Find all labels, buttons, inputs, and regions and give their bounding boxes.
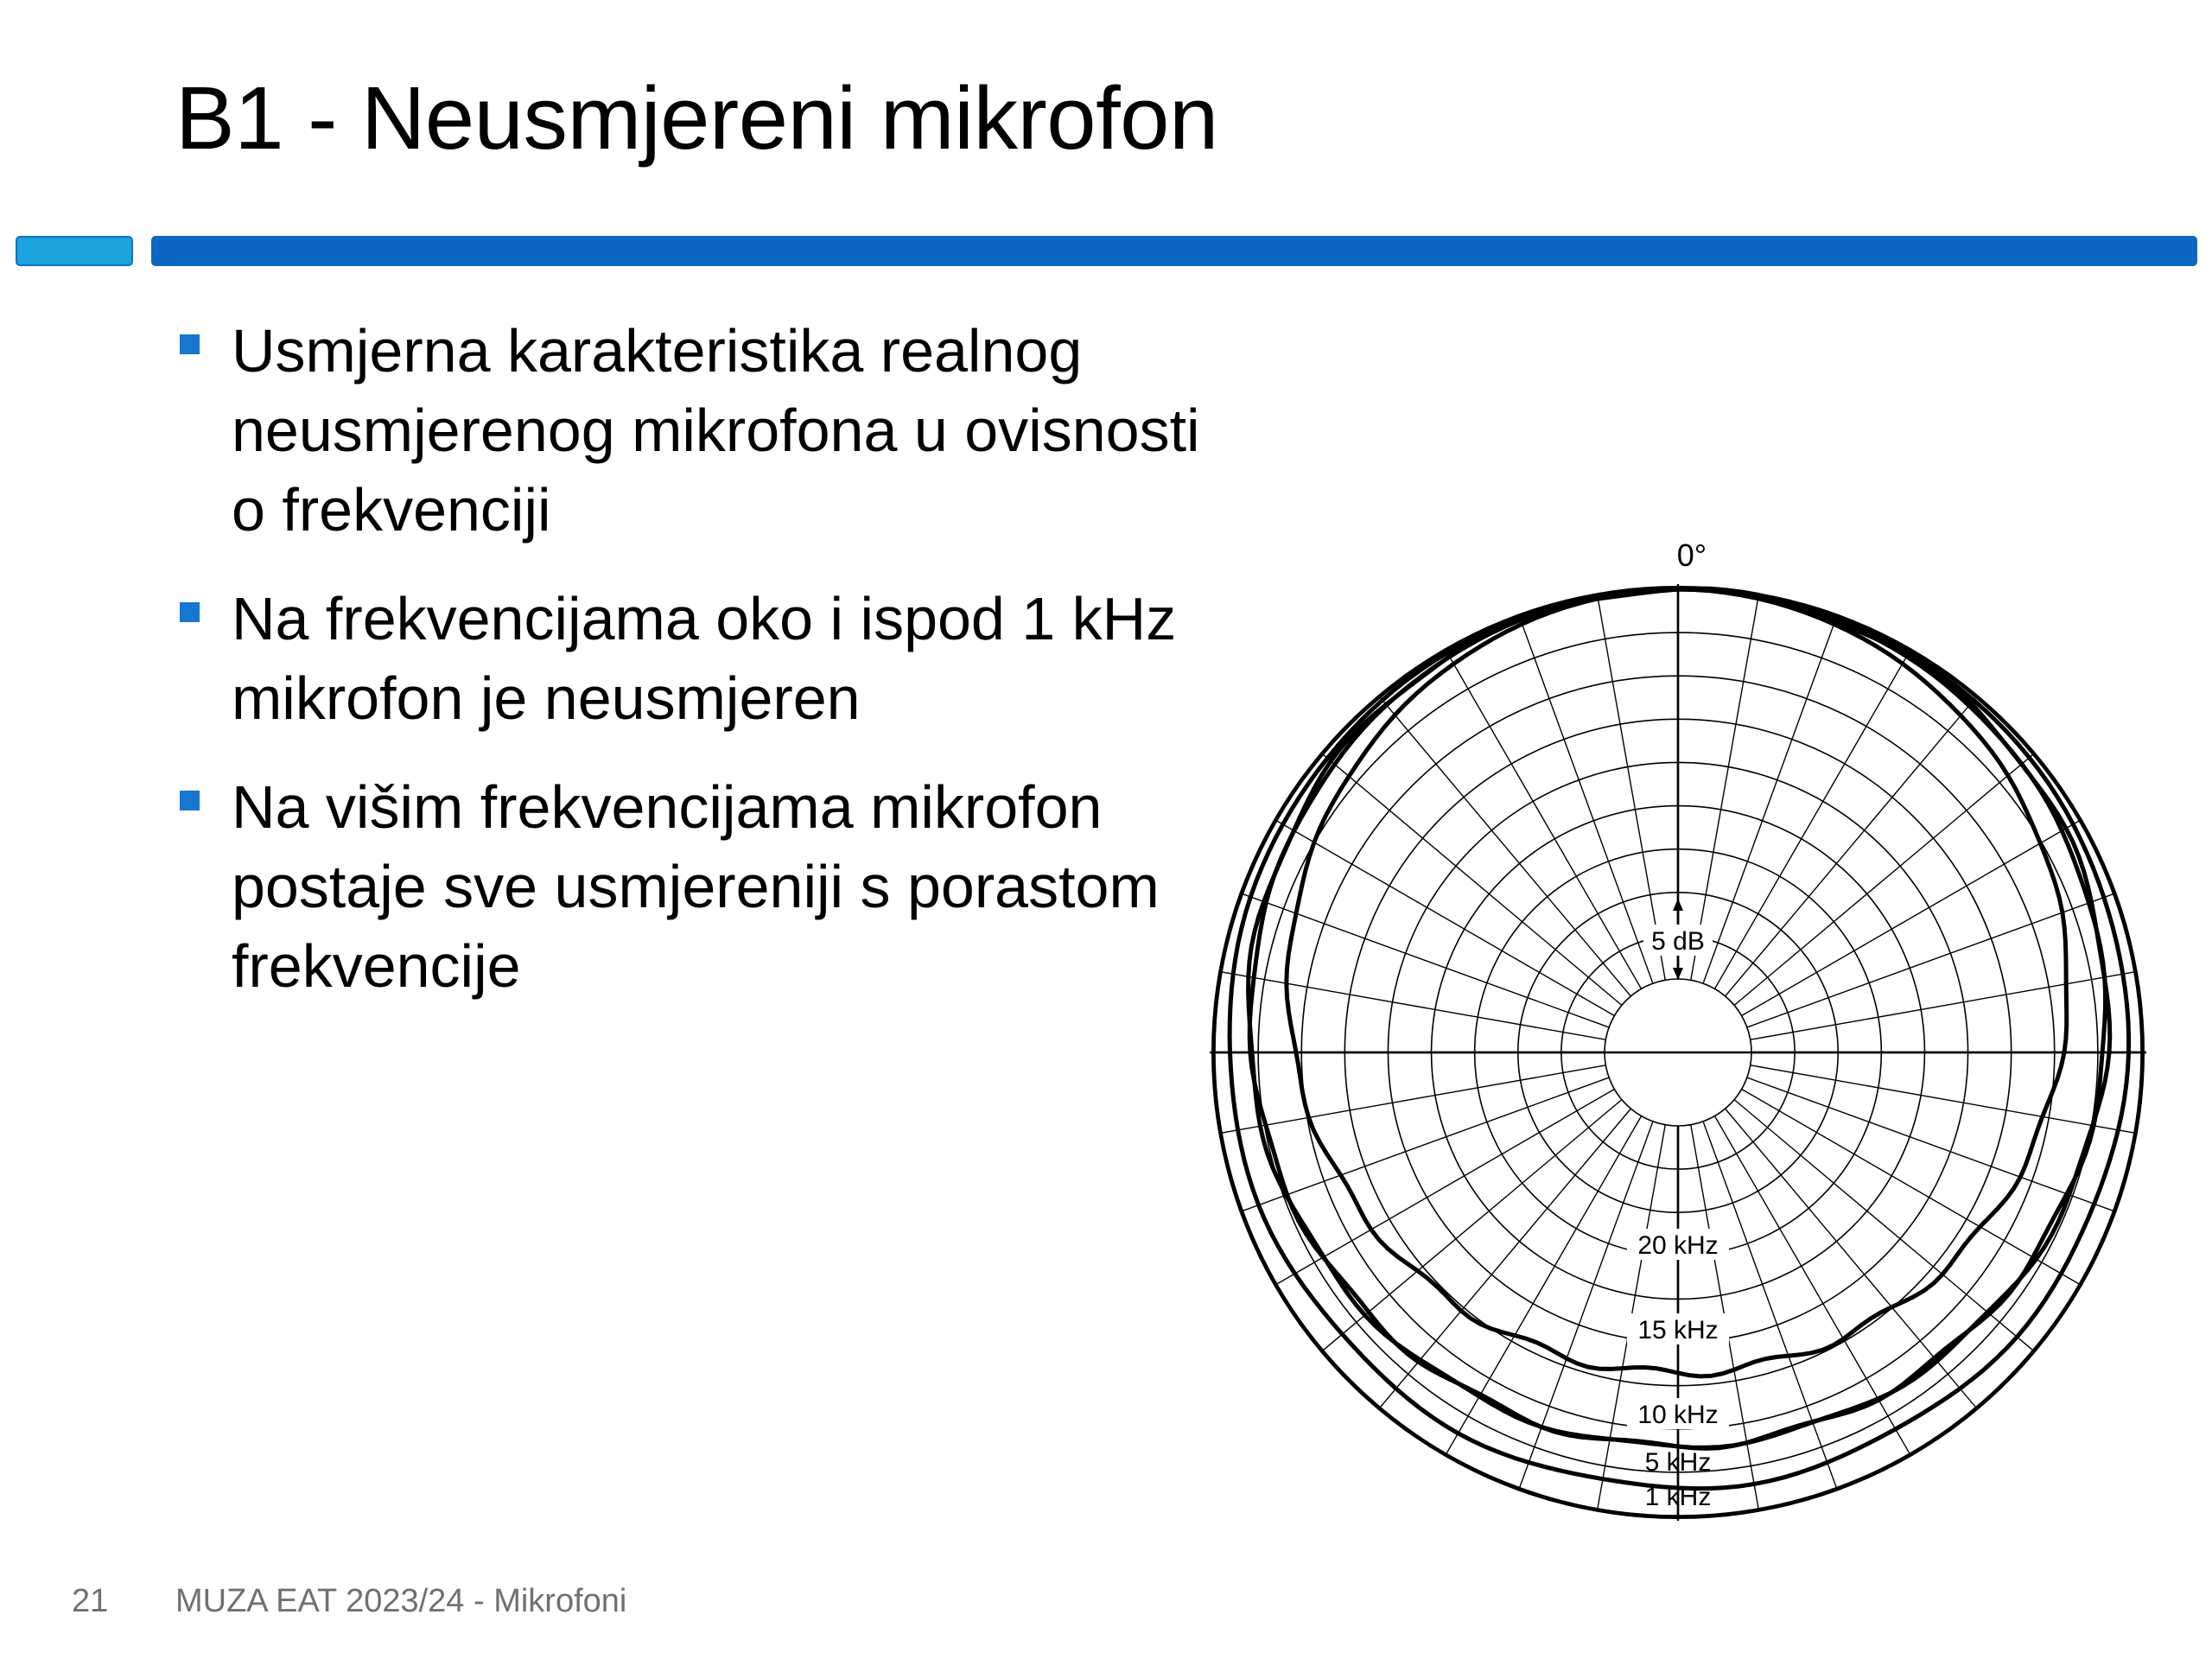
grid-spoke	[1520, 1122, 1653, 1488]
grid-spoke	[1751, 1065, 2134, 1133]
scale-label: 5 dB	[1651, 927, 1705, 956]
grid-spoke	[1715, 652, 1910, 989]
grid-spoke	[1446, 1116, 1642, 1454]
title-rule-accent	[16, 236, 133, 266]
bullet-item	[180, 579, 1234, 738]
grid-spoke	[1742, 1090, 2080, 1285]
grid-spoke	[1726, 697, 1976, 995]
grid-spoke	[1751, 972, 2134, 1039]
slide-title: B1 - Neusmjereni mikrofon	[175, 68, 1218, 168]
bullet-text: Na višim frekvencijama mikrofon postaje sve usmjereniji s porastom frekvencije	[232, 773, 1160, 1000]
grid-spoke	[1520, 617, 1653, 983]
grid-spoke	[1742, 821, 2080, 1016]
curve-label-15khz: 15 kHz	[1637, 1316, 1719, 1344]
grid-spoke	[1703, 1122, 1836, 1488]
page-number: 21	[72, 1583, 109, 1619]
bullet-text: Na frekvencijama oko i ispod 1 kHz mikrofon je neusmjeren	[232, 585, 1177, 732]
grid-spoke	[1691, 596, 1758, 980]
bullet-item	[180, 767, 1234, 1006]
curve-label-5khz: 5 kHz	[1644, 1448, 1712, 1477]
curve-label-10khz: 10 kHz	[1637, 1401, 1719, 1429]
curve-label-20khz: 20 kHz	[1637, 1231, 1719, 1260]
grid-spoke	[1734, 754, 2032, 1005]
grid-spoke	[1747, 1077, 2113, 1211]
polar-pattern-diagram	[1197, 527, 2164, 1529]
curve-label-1khz: 1 kHz	[1644, 1483, 1712, 1511]
grid-spoke	[1703, 617, 1836, 983]
bullet-list	[180, 311, 1234, 1035]
bullet-square-icon	[180, 602, 200, 622]
grid-spoke	[1380, 697, 1630, 995]
grid-spoke	[1222, 1065, 1605, 1133]
bullet-square-icon	[180, 791, 200, 810]
grid-spoke	[1222, 972, 1605, 1039]
bullet-square-icon	[180, 334, 200, 354]
bullet-text: Usmjerna karakteristika realnog neusmjerenog mikrofona u ovisnosti o frekvenciji	[232, 317, 1200, 543]
grid-spoke	[1715, 1116, 1910, 1454]
grid-spoke	[1323, 754, 1621, 1005]
bullet-item	[180, 311, 1234, 550]
grid-spoke	[1446, 652, 1642, 989]
title-rule	[151, 236, 2197, 266]
grid-spoke	[1243, 1077, 1609, 1211]
footer-text: MUZA EAT 2023/24 - Mikrofoni	[175, 1583, 627, 1619]
angle-label: 0°	[1676, 537, 1707, 573]
grid-spoke	[1277, 821, 1615, 1016]
grid-spoke	[1747, 894, 2113, 1027]
grid-spoke	[1277, 1090, 1615, 1285]
grid-spoke	[1598, 596, 1665, 980]
